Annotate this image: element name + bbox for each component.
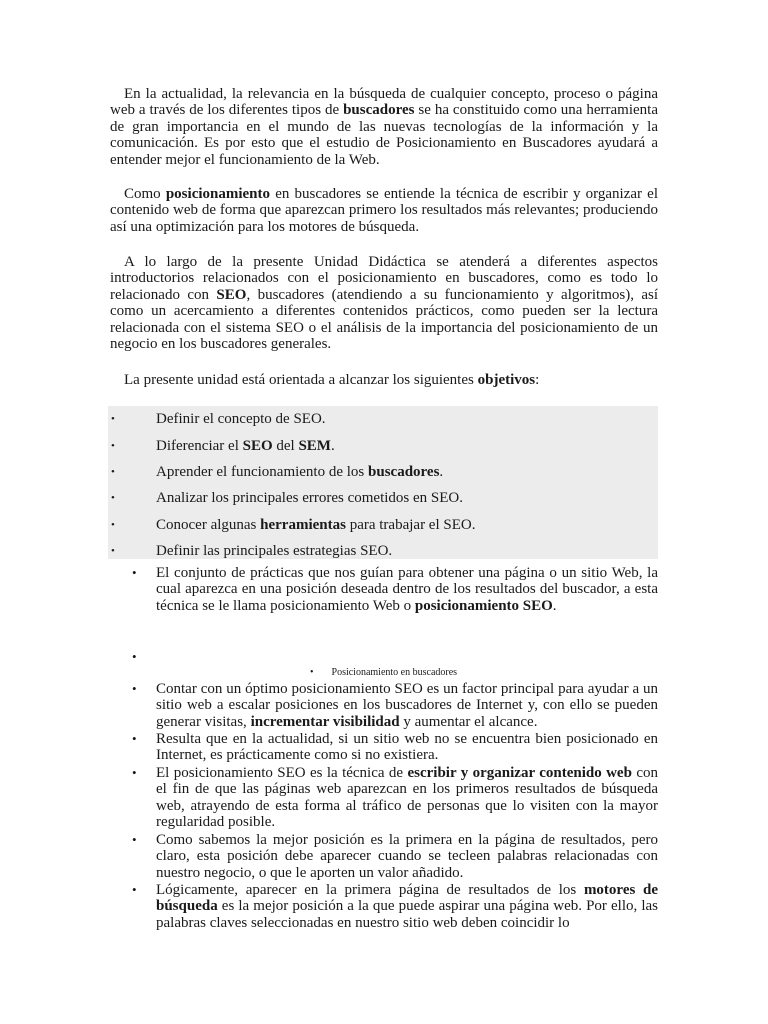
bold-run: incrementar visibilidad [250, 713, 400, 730]
text-run: . [439, 464, 444, 480]
bullet-icon: • [132, 565, 137, 580]
text-run: con el fin de que las páginas web aparezcan en los primeros resultados de búsqueda web, atrayendo de esta forma al tráfico de personas que lo visiten con la mayor regularidad posible. [156, 765, 658, 831]
text-run: Contar con un óptimo posicionamiento SEO es un factor principal para ayudar a un sitio web a escalar posiciones en los buscadores de Internet y, con ello se pueden generar visitas, [156, 681, 658, 730]
text-run: es la mejor posición a la que puede aspirar una página web. Por ello, las palabras claves seleccionadas en nuestro sitio web deben coincidir lo [156, 898, 658, 931]
list-item [156, 765, 658, 831]
objective-text [156, 409, 326, 429]
list-item [156, 681, 658, 730]
definition-paragraph [110, 186, 658, 235]
bullet-icon: • [132, 832, 137, 847]
bold-run: posicionamiento [165, 186, 271, 202]
objective-item [108, 409, 658, 429]
objectives-intro-paragraph [110, 372, 658, 388]
text-run: para trabajar el SEO. [345, 517, 476, 533]
bullet-icon: • [132, 649, 137, 664]
objective-item [108, 488, 658, 508]
objective-item [108, 436, 658, 456]
text-run: Definir el concepto de SEO. [156, 411, 326, 427]
bold-run: herramientas [260, 517, 346, 533]
intro-paragraph [110, 86, 658, 168]
bold-run: motores de búsqueda [156, 882, 658, 915]
bold-run: posicionamiento SEO [414, 597, 553, 614]
bullet-icon: • [111, 519, 115, 531]
caption-text: Posicionamiento en buscadores [331, 667, 458, 678]
objective-text [156, 488, 463, 508]
text-run: Lógicamente, aparecer en la primera página de resultados de los [156, 882, 584, 898]
bold-run: SEO [216, 286, 247, 303]
text-run: Definir las principales estrategias SEO. [156, 543, 393, 559]
bold-run: buscadores [343, 102, 415, 119]
list-item [156, 731, 658, 764]
bullet-icon: • [111, 492, 115, 504]
objective-item [108, 462, 658, 482]
bullet-icon: • [111, 466, 115, 478]
bold-run: SEO [242, 438, 273, 454]
list-item [156, 882, 658, 931]
bullet-icon: • [132, 765, 137, 780]
text-run: del [272, 438, 299, 454]
text-run: , buscadores (atendiendo a su funcionamiento y algoritmos), así como un acercamiento a diferentes contenidos prácticos, como pueden ser la lectura relacionada con el sistema SEO o el análisis de la importancia del posicionamiento de un negocio en los buscadores generales. [110, 286, 658, 353]
bullet-icon: • [111, 545, 115, 557]
text-run: Conocer algunas [156, 517, 261, 533]
bullet-icon: • [132, 882, 137, 897]
text-run: Resulta que en la actualidad, si un sitio web no se encuentra bien posicionado en Internet, es prácticamente como si no existiera. [156, 731, 658, 764]
text-run: El conjunto de prácticas que nos guían para obtener una página o un sitio Web, la cual aparezca en una posición deseada dentro de los resultados del buscador, a esta técnica se le llama posicionamiento Web o [156, 565, 658, 614]
text-run: y aumentar el alcance. [399, 713, 538, 730]
text-run: Aprender el funcionamiento de los [156, 464, 369, 480]
bullet-icon: • [132, 681, 137, 696]
bold-run: buscadores [368, 464, 440, 480]
bullet-icon: • [310, 667, 314, 678]
bullet-icon: • [111, 413, 115, 425]
text-run: . [552, 597, 557, 614]
objective-text [156, 436, 335, 456]
bullet-icon: • [111, 440, 115, 452]
text-run: Analizar los principales errores cometidos en SEO. [156, 490, 463, 506]
list-item [156, 832, 658, 881]
text-run: La presente unidad está orientada a alcanzar los siguientes [124, 372, 478, 388]
bold-run: objetivos [477, 372, 536, 388]
unit-overview-paragraph [110, 254, 658, 352]
bullet-icon: • [132, 731, 137, 746]
text-run: A lo largo de la presente Unidad Didáctica se atenderá a diferentes aspectos introductorios relacionados con el posicionamiento en buscadores, como es todo lo relacionado con [110, 254, 658, 303]
list-item [156, 565, 658, 614]
text-run: En la actualidad, la relevancia en la búsqueda de cualquier concepto, proceso o página web a través de los diferentes tipos de [110, 86, 658, 119]
objective-item [108, 541, 658, 561]
text-run: Como sabemos la mejor posición es la primera en la página de resultados, pero claro, esta posición debe aparecer cuando se tecleen palabras relacionadas con nuestro negocio, o que le aporten un valor añadido. [156, 832, 658, 881]
objective-text [156, 515, 475, 535]
text-run: se ha constituido como una herramienta de gran importancia en el mundo de las nuevas tecnologías de la información y la comunicación. Es por esto que el estudio de Posicionamiento en Buscadores ayudará a entender mejor el funcionamiento de la Web. [110, 102, 658, 168]
bold-run: escribir y organizar contenido web [407, 765, 632, 781]
objective-item [108, 515, 658, 535]
text-run: El posicionamiento SEO es la técnica de [156, 765, 408, 781]
text-run: . [330, 438, 335, 454]
objective-text [156, 541, 392, 561]
bold-run: SEM [298, 438, 331, 454]
text-run: Diferenciar el [156, 438, 243, 454]
objective-text [156, 462, 443, 482]
text-run: en buscadores se entiende la técnica de escribir y organizar el contenido web de forma que aparezcan primero los resultados más relevantes; produciendo así una optimización para los motores de búsqueda. [110, 186, 658, 235]
image-caption [310, 666, 457, 680]
text-run: Como [124, 186, 166, 202]
text-run: : [535, 372, 540, 388]
